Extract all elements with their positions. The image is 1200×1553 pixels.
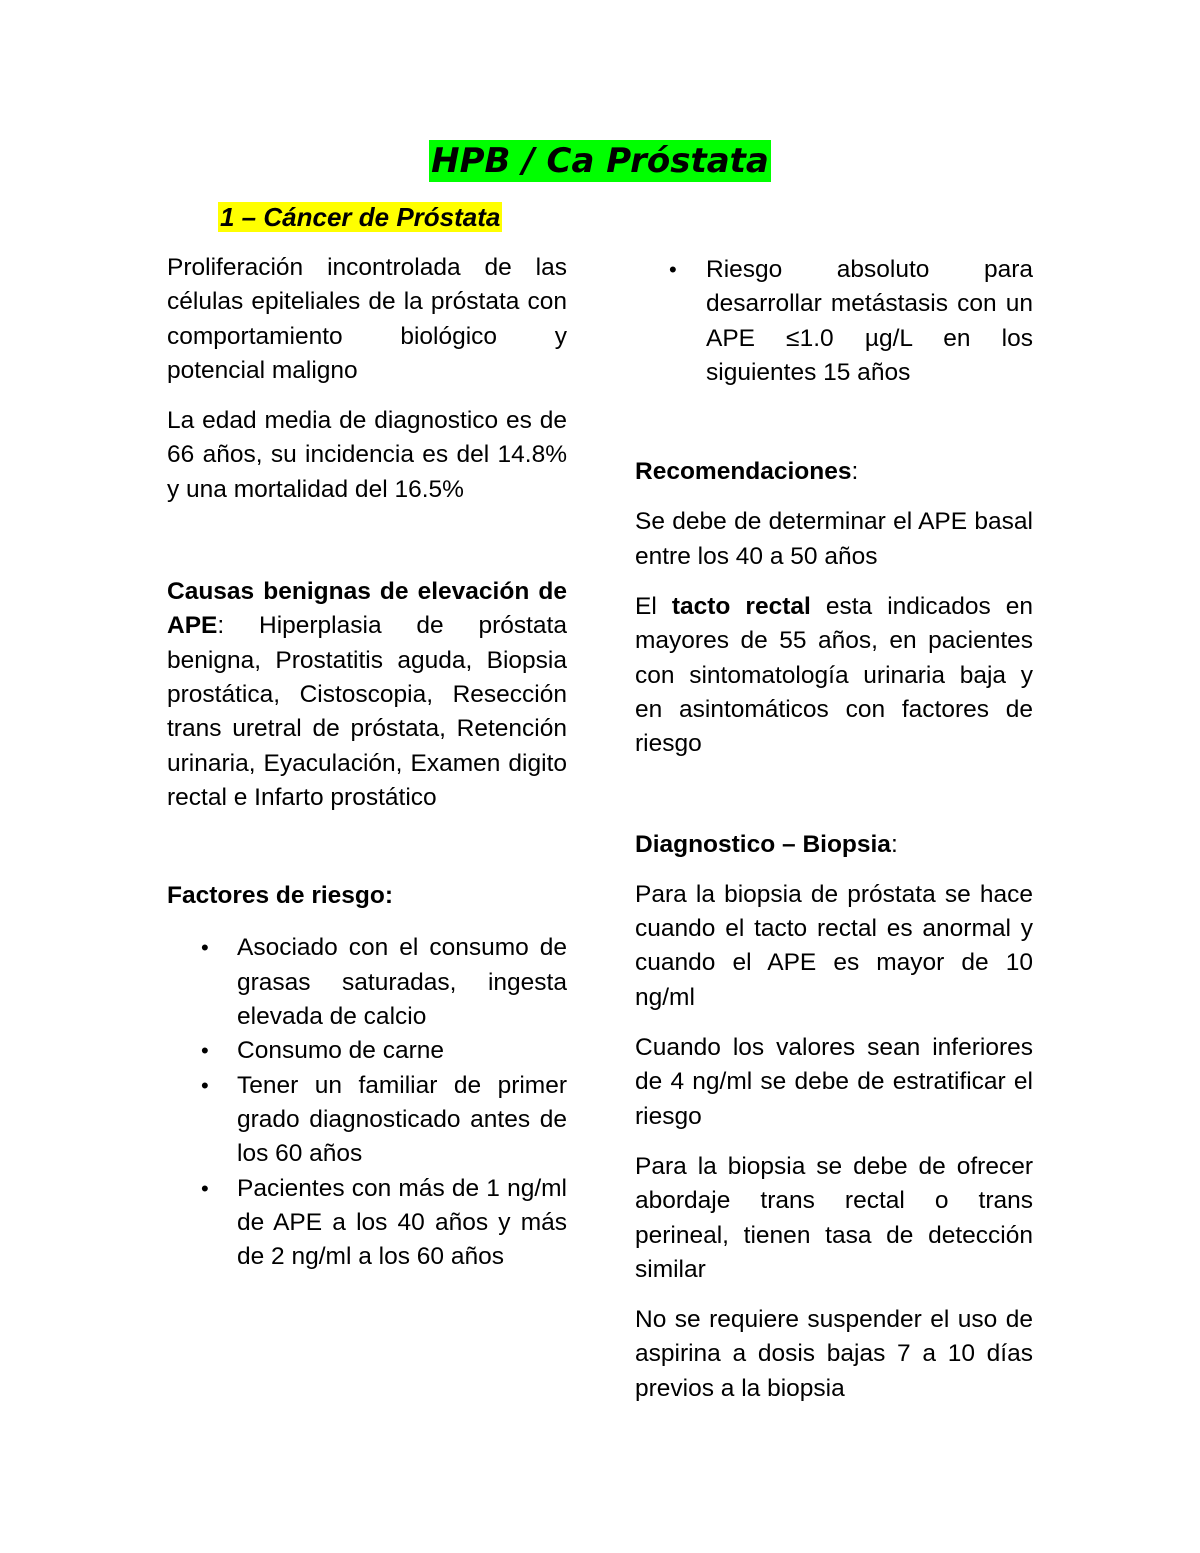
recommendation-paragraph-2	[635, 590, 1033, 761]
epidemiology-paragraph: La edad media de diagnostico es de 66 años, su incidencia es del 14.8% y una mortalidad del 16.5%	[167, 407, 567, 503]
benign-causes-paragraph	[167, 575, 567, 815]
diagnosis-paragraph-4: No se requiere suspender el uso de aspirina a dosis bajas 7 a 10 días previos a la biopsia	[635, 1306, 1033, 1402]
diagnosis-heading: Diagnostico – Biopsia	[635, 830, 891, 858]
diagnosis-paragraph-3: Para la biopsia se debe de ofrecer abordaje trans rectal o trans perineal, tienen tasa de detección similar	[635, 1152, 1033, 1283]
list-item: • Pacientes con más de 1 ng/ml de APE a los 40 años y más de 2 ng/ml a los 60 años	[167, 1172, 567, 1275]
diagnosis-paragraph-1: Para la biopsia de próstata se hace cuando el tacto rectal es anormal y cuando el APE es mayor de 10 ng/ml	[635, 880, 1033, 1011]
recommendations-heading-line	[635, 455, 1033, 489]
recommendations-heading: Recomendaciones	[635, 458, 852, 486]
rec-p2-end: esta indicados en mayores de 55 años, en pacientes con sintomatología urinaria baja y en asintomáticos con factores de riesgo	[635, 593, 1034, 758]
benign-causes-heading: Causas benignas de elevación de APE	[167, 578, 567, 640]
rec-p2-start: El	[635, 593, 672, 621]
risk-factors-list	[167, 931, 567, 1274]
list-item: • Tener un familiar de primer grado diagnosticado antes de los 60 años	[167, 1069, 567, 1172]
section-title-wrapper	[218, 200, 502, 234]
section-title: 1 – Cáncer de Próstata	[220, 202, 501, 232]
risk-factors-heading: Factores de riesgo:	[167, 882, 394, 910]
list-item: • Asociado con el consumo de grasas saturadas, ingesta elevada de calcio	[167, 931, 567, 1034]
list-item: • Consumo de carne	[167, 1034, 567, 1068]
recommendation-paragraph-1: Se debe de determinar el APE basal entre los 40 a 50 años	[635, 508, 1033, 570]
document-title-wrapper	[0, 140, 1200, 182]
metastasis-risk-list	[635, 253, 1033, 390]
rec-p2-bold: tacto rectal	[671, 593, 811, 621]
diagnosis-paragraph-2: Cuando los valores sean inferiores de 4 ng/ml se debe de estratificar el riesgo	[635, 1034, 1033, 1130]
diagnosis-heading-line	[635, 828, 1033, 862]
right-column	[635, 253, 1033, 1406]
recommendations-colon: :	[851, 458, 859, 486]
definition-paragraph: Proliferación incontrolada de las células epiteliales de la próstata con comportamiento biológico y potencial maligno	[167, 254, 567, 384]
document-title: HPB / Ca Próstata	[431, 141, 769, 181]
benign-causes-text: : Hiperplasia de próstata benigna, Prostatitis aguda, Biopsia prostática, Cistoscopia, Resección trans uretral de próstata, Retención urinaria, Eyaculación, Examen digito rectal e Infarto prostático	[167, 612, 567, 811]
left-column	[167, 251, 567, 1274]
list-item: • Riesgo absoluto para desarrollar metástasis con un APE ≤1.0 µg/L en los siguientes 15 años	[635, 253, 1033, 390]
diagnosis-colon: :	[890, 830, 898, 858]
